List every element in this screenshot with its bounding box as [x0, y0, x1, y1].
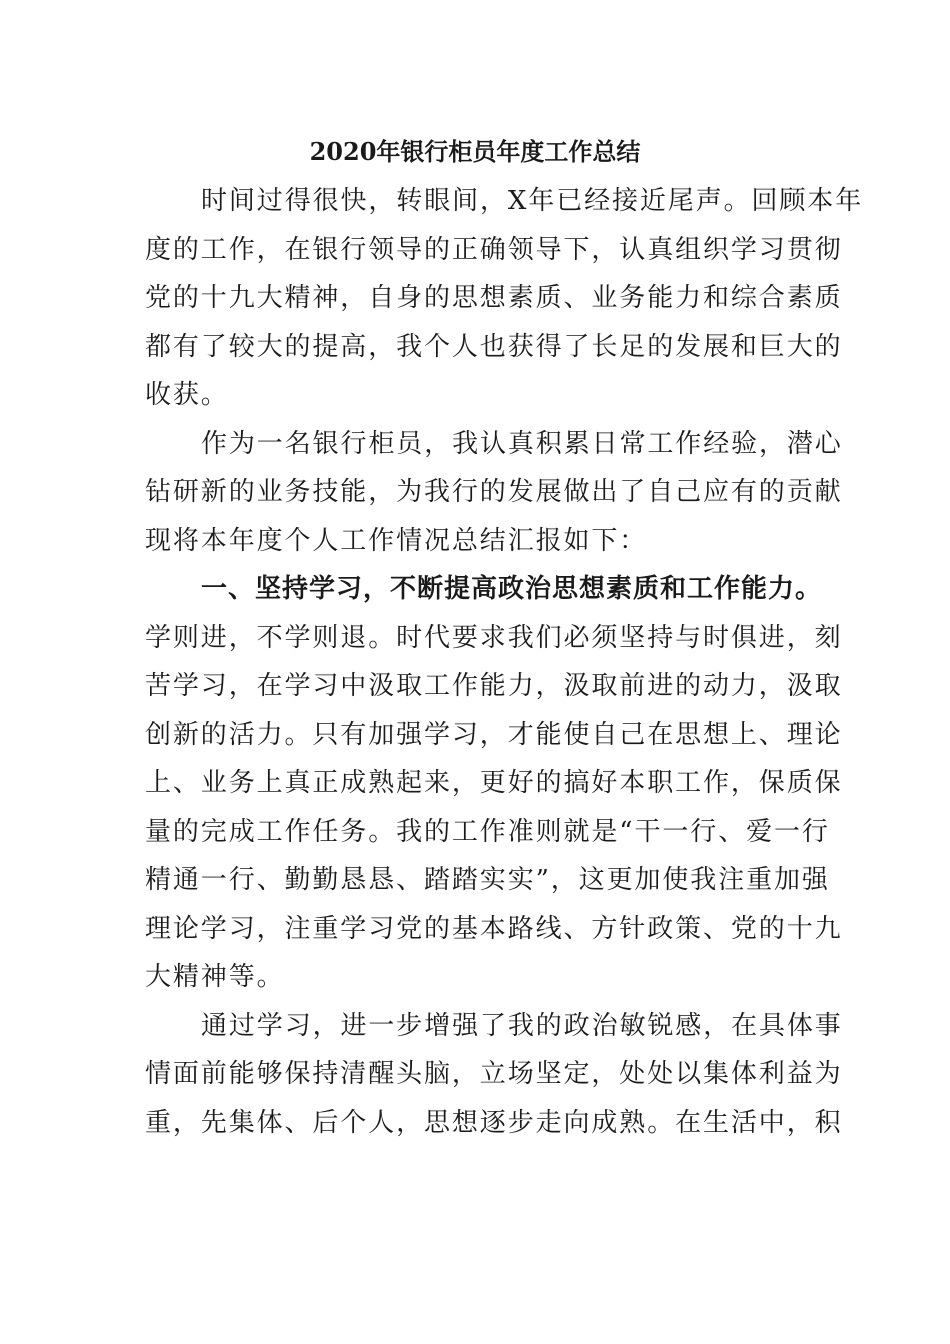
paragraph-study [145, 614, 843, 1002]
text-line: 量的完成工作任务。我的工作准则就是“干一行、爱一行 [145, 816, 830, 847]
document-title: 2020年银行柜员年度工作总结 [309, 137, 641, 166]
text-line: 收获。 [145, 380, 229, 410]
text-line: 度的工作，在银行领导的正确领导下，认真组织学习贯彻 [145, 234, 843, 265]
text-line: 钻研新的业务技能，为我行的发展做出了自己应有的贡献 [145, 477, 843, 507]
text-line: 作为一名银行柜员，我认真积累日常工作经验，潜心 [201, 428, 843, 459]
text-line: 党的十九大精神，自身的思想素质、业务能力和综合素质 [145, 283, 843, 313]
text-line: 情面前能够保持清醒头脑，立场坚定，处处以集体利益为 [145, 1059, 843, 1089]
text-line: 精通一行、勤勤恳恳、踏踏实实”，这更加使我注重加强 [145, 865, 830, 895]
text-line: 学则进，不学则退。时代要求我们必须坚持与时俱进，刻 [145, 622, 843, 653]
text-line: 创新的活力。只有加强学习，才能使自己在思想上、理论 [145, 719, 843, 750]
text-line: 都有了较大的提高，我个人也获得了长足的发展和巨大的 [145, 331, 843, 362]
text-line: 苦学习，在学习中汲取工作能力，汲取前进的动力，汲取 [145, 671, 843, 701]
text-line: 通过学习，进一步增强了我的政治敏锐感，在具体事 [201, 1010, 843, 1041]
section-heading: 一、坚持学习，不断提高政治思想素质和工作能力。 [201, 574, 823, 604]
text-line: 上、业务上真正成熟起来，更好的搞好本职工作，保质保 [145, 768, 843, 798]
document-body [145, 177, 864, 1147]
paragraph-intro [145, 177, 864, 420]
text-line: 重，先集体、后个人，思想逐步走向成熟。在生活中，积 [145, 1107, 843, 1138]
text-line: 理论学习，注重学习党的基本路线、方针政策、党的十九 [145, 913, 843, 944]
text-line: 时间过得很快，转眼间，X年已经接近尾声。回顾本年 [201, 186, 864, 216]
paragraph-overview [145, 420, 843, 566]
paragraph-results [145, 1002, 843, 1148]
text-line: 现将本年度个人工作情况总结汇报如下： [145, 525, 648, 556]
text-line: 大精神等。 [145, 962, 285, 992]
